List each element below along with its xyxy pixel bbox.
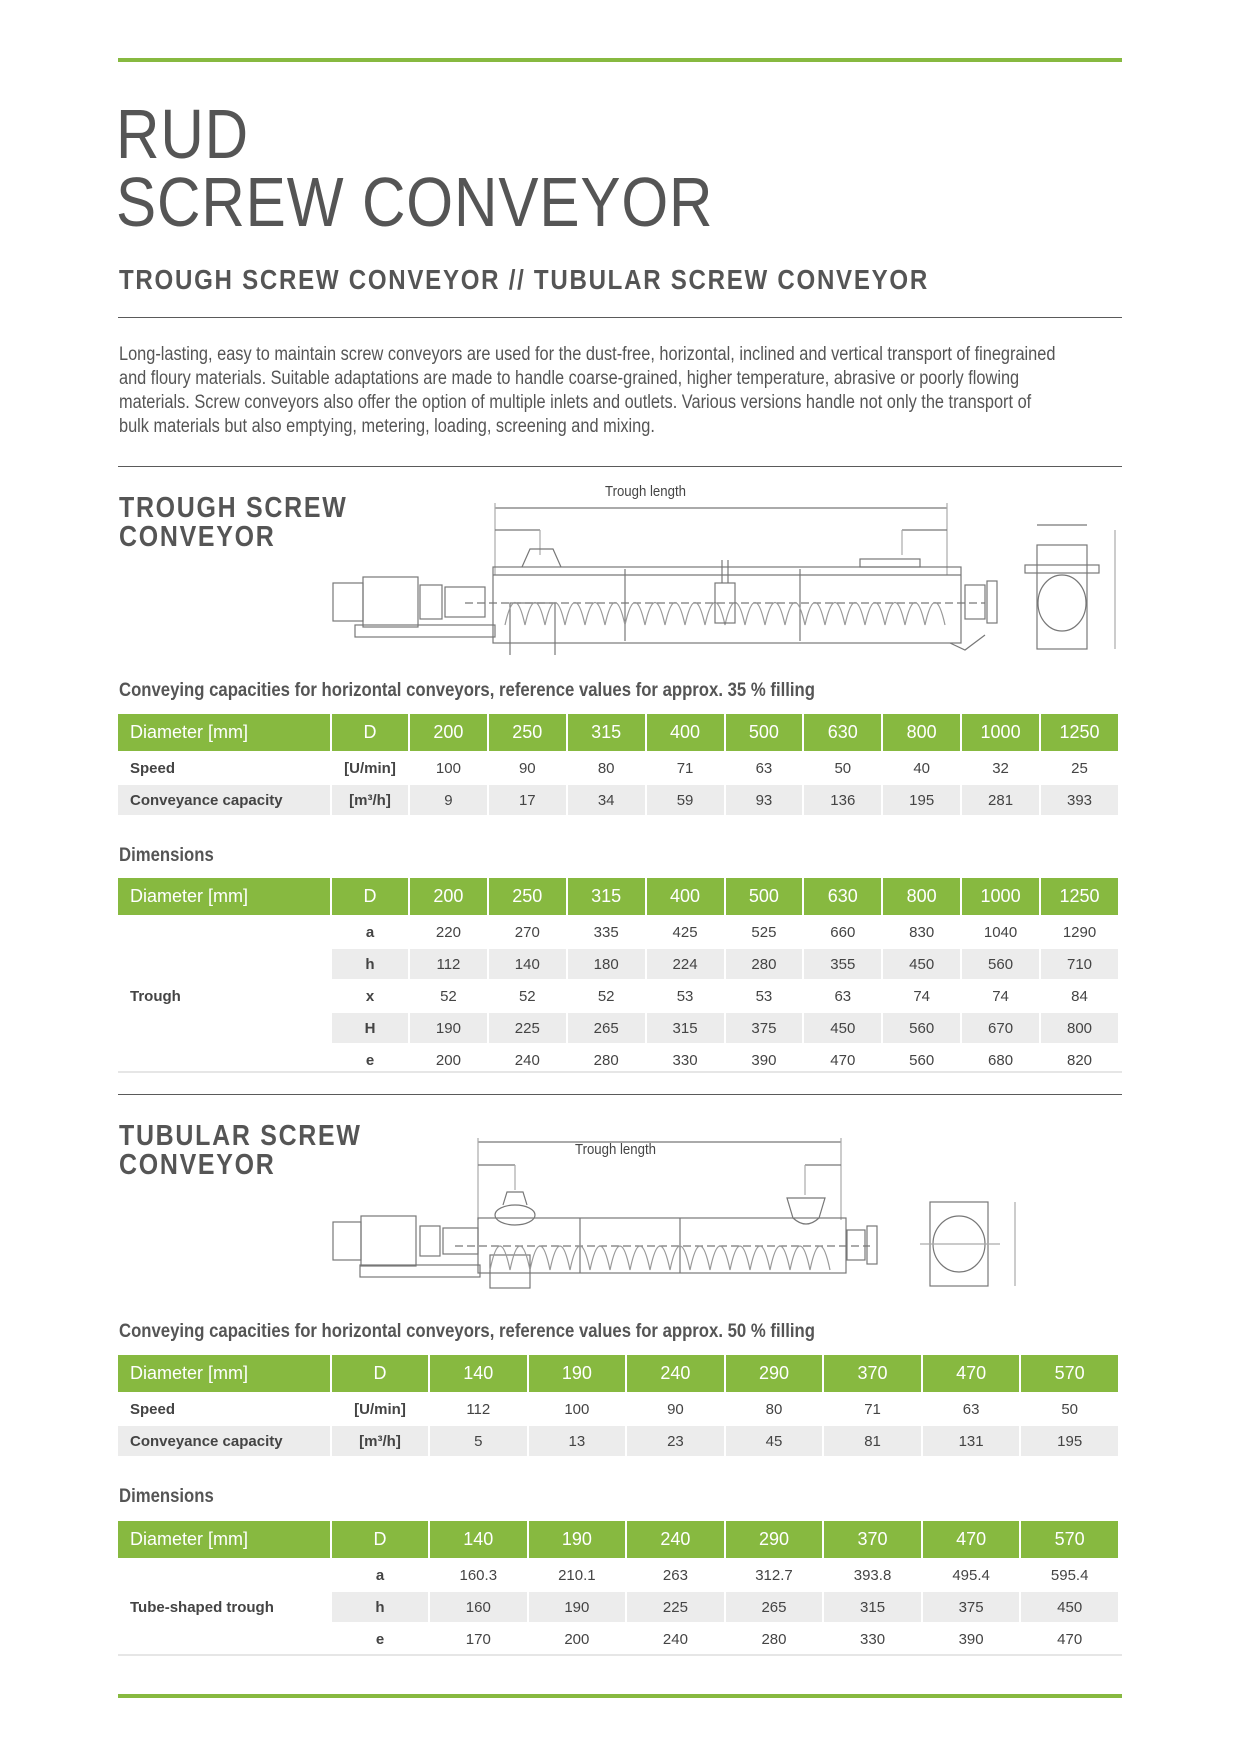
header-diameter: 140: [430, 1521, 527, 1560]
header-diameter: 190: [529, 1521, 626, 1560]
table-cell: 800: [1041, 1013, 1118, 1045]
table-cell: 330: [824, 1624, 921, 1656]
subtitle-divider: [118, 317, 1122, 318]
table-cell: 280: [568, 1045, 645, 1077]
header-diameter: 315: [568, 714, 645, 753]
table-cell: 71: [647, 753, 724, 785]
table-row: [118, 1426, 1118, 1458]
table-cell: 281: [962, 785, 1039, 817]
row-label: Speed: [118, 753, 330, 785]
table-cell: 315: [824, 1592, 921, 1624]
table-cell: 330: [647, 1045, 724, 1077]
table-cell: 74: [962, 981, 1039, 1013]
row-dimension-symbol: e: [332, 1624, 428, 1656]
table-cell: 84: [1041, 981, 1118, 1013]
header-diameter: 370: [824, 1521, 921, 1560]
trough-section-title: [119, 494, 347, 552]
row-label: Speed: [118, 1394, 330, 1426]
table-cell: 32: [962, 753, 1039, 785]
header-symbol: D: [332, 878, 408, 917]
table-cell: 13: [529, 1426, 626, 1458]
header-diameter: 1000: [962, 878, 1039, 917]
table-cell: 375: [726, 1013, 803, 1045]
row-dimension-symbol: e: [332, 1045, 408, 1077]
header-label: Diameter [mm]: [118, 1355, 330, 1394]
table-cell: 560: [883, 1013, 960, 1045]
table-cell: 525: [726, 917, 803, 949]
table-cell: 830: [883, 917, 960, 949]
table-cell: 53: [647, 981, 724, 1013]
tubular-capacity-table: [116, 1355, 1120, 1458]
table-cell: 450: [883, 949, 960, 981]
table-cell: 52: [568, 981, 645, 1013]
table-cell: 80: [568, 753, 645, 785]
header-diameter: 570: [1021, 1521, 1118, 1560]
table-cell: 112: [410, 949, 487, 981]
tubular-capacity-heading: Conveying capacities for horizontal conveyors, reference values for approx. 50 % filling: [119, 1321, 815, 1342]
table-cell: 270: [489, 917, 566, 949]
header-diameter: 470: [923, 1521, 1020, 1560]
trough-title-line-1: TROUGH SCREW: [119, 492, 348, 524]
intro-paragraph: Long-lasting, easy to maintain screw conveyors are used for the dust-free, horizontal, inclined and vertical transport of finegrained and floury materials. Suitable adaptations are made to handle coarse-grained, higher temperature, abrasive or poorly flowing materials. Screw conveyors also offer the option of multiple inlets and outlets. Various versions handle not only the transport of bulk materials but also emptying, metering, loading, screening and mixing.: [119, 344, 1056, 437]
table-row: [118, 1394, 1118, 1426]
table-cell: 225: [627, 1592, 724, 1624]
table-cell: 50: [1021, 1394, 1118, 1426]
table-cell: 180: [568, 949, 645, 981]
table-cell: 393: [1041, 785, 1118, 817]
table-cell: 90: [489, 753, 566, 785]
header-diameter: 800: [883, 714, 960, 753]
header-diameter: 1250: [1041, 878, 1118, 917]
table-cell: 81: [824, 1426, 921, 1458]
header-label: Diameter [mm]: [118, 878, 330, 917]
table-cell: 1040: [962, 917, 1039, 949]
table-header-row: [118, 878, 1118, 917]
header-symbol: D: [332, 1355, 428, 1394]
header-diameter: 500: [726, 714, 803, 753]
table-cell: 25: [1041, 753, 1118, 785]
header-label: Diameter [mm]: [118, 714, 330, 753]
table-cell: 100: [410, 753, 487, 785]
table-cell: 140: [489, 949, 566, 981]
header-label: Diameter [mm]: [118, 1521, 330, 1560]
table-cell: 80: [726, 1394, 823, 1426]
tubular-title-line-1: TUBULAR SCREW: [119, 1120, 362, 1152]
table-cell: 23: [627, 1426, 724, 1458]
table-cell: 265: [726, 1592, 823, 1624]
table-cell: 45: [726, 1426, 823, 1458]
row-unit: [U/min]: [332, 753, 408, 785]
group-label: Trough: [118, 917, 330, 1077]
trough-capacity-heading: Conveying capacities for horizontal conveyors, reference values for approx. 35 % filling: [119, 680, 815, 701]
header-diameter: 190: [529, 1355, 626, 1394]
table-cell: 240: [627, 1624, 724, 1656]
table-row: [118, 917, 1118, 949]
table-cell: 112: [430, 1394, 527, 1426]
table-cell: 225: [489, 1013, 566, 1045]
bottom-accent-rule: [118, 1694, 1122, 1698]
table-cell: 200: [410, 1045, 487, 1077]
header-symbol: D: [332, 1521, 428, 1560]
table-cell: 220: [410, 917, 487, 949]
table-cell: 560: [883, 1045, 960, 1077]
table-cell: 63: [804, 981, 881, 1013]
table-cell: 495.4: [923, 1560, 1020, 1592]
table-cell: 100: [529, 1394, 626, 1426]
table-cell: 224: [647, 949, 724, 981]
table-cell: 9: [410, 785, 487, 817]
table-cell: 195: [1021, 1426, 1118, 1458]
top-accent-rule: [118, 58, 1122, 62]
table-cell: 393.8: [824, 1560, 921, 1592]
table-cell: 53: [726, 981, 803, 1013]
table-cell: 375: [923, 1592, 1020, 1624]
table-cell: 200: [529, 1624, 626, 1656]
table-cell: 34: [568, 785, 645, 817]
table-cell: 390: [923, 1624, 1020, 1656]
header-diameter: 400: [647, 714, 724, 753]
table-cell: 59: [647, 785, 724, 817]
row-dimension-symbol: x: [332, 981, 408, 1013]
header-diameter: 140: [430, 1355, 527, 1394]
header-diameter: 290: [726, 1521, 823, 1560]
table-cell: 170: [430, 1624, 527, 1656]
row-dimension-symbol: a: [332, 1560, 428, 1592]
table-row: [118, 1560, 1118, 1592]
table-cell: 210.1: [529, 1560, 626, 1592]
header-diameter: 315: [568, 878, 645, 917]
table-cell: 131: [923, 1426, 1020, 1458]
trough-table-end-rule: [118, 1071, 1122, 1073]
table-cell: 40: [883, 753, 960, 785]
trough-conveyor-drawing: [325, 485, 1125, 655]
table-cell: 160.3: [430, 1560, 527, 1592]
table-cell: 820: [1041, 1045, 1118, 1077]
page-subtitle: TROUGH SCREW CONVEYOR // TUBULAR SCREW CONVEYOR: [119, 264, 929, 295]
table-cell: 450: [804, 1013, 881, 1045]
header-diameter: 630: [804, 878, 881, 917]
table-cell: 63: [726, 753, 803, 785]
table-cell: 470: [804, 1045, 881, 1077]
table-cell: 190: [529, 1592, 626, 1624]
table-cell: 560: [962, 949, 1039, 981]
table-cell: 450: [1021, 1592, 1118, 1624]
table-cell: 63: [923, 1394, 1020, 1426]
table-cell: 52: [489, 981, 566, 1013]
row-label: Conveyance capacity: [118, 785, 330, 817]
table-header-row: [118, 714, 1118, 753]
table-cell: 190: [410, 1013, 487, 1045]
header-diameter: 1250: [1041, 714, 1118, 753]
trough-dimensions-heading: Dimensions: [119, 845, 214, 866]
trough-dimensions-table: [116, 878, 1120, 1077]
table-cell: 680: [962, 1045, 1039, 1077]
header-diameter: 200: [410, 878, 487, 917]
header-diameter: 240: [627, 1521, 724, 1560]
table-cell: 425: [647, 917, 724, 949]
table-cell: 52: [410, 981, 487, 1013]
row-dimension-symbol: h: [332, 949, 408, 981]
header-diameter: 1000: [962, 714, 1039, 753]
table-cell: 50: [804, 753, 881, 785]
tubular-trough-length-label: Trough length: [575, 1141, 656, 1158]
trough-title-line-2: CONVEYOR: [119, 521, 276, 553]
table-cell: 17: [489, 785, 566, 817]
header-diameter: 370: [824, 1355, 921, 1394]
table-cell: 315: [647, 1013, 724, 1045]
tubular-conveyor-drawing: [325, 1130, 1125, 1290]
table-cell: 160: [430, 1592, 527, 1624]
table-cell: 280: [726, 1624, 823, 1656]
title-line-2: SCREW CONVEYOR: [116, 163, 714, 241]
row-label: Conveyance capacity: [118, 1426, 330, 1458]
header-diameter: 500: [726, 878, 803, 917]
header-symbol: D: [332, 714, 408, 753]
table-cell: 1290: [1041, 917, 1118, 949]
table-cell: 595.4: [1021, 1560, 1118, 1592]
row-unit: [m³/h]: [332, 1426, 428, 1458]
title-line-1: RUD: [116, 95, 250, 173]
table-cell: 71: [824, 1394, 921, 1426]
header-diameter: 250: [489, 714, 566, 753]
table-cell: 136: [804, 785, 881, 817]
tubular-title-line-2: CONVEYOR: [119, 1149, 276, 1181]
trough-conveyor-diagram: [325, 485, 1125, 655]
table-header-row: [118, 1355, 1118, 1394]
table-cell: 195: [883, 785, 960, 817]
table-cell: 90: [627, 1394, 724, 1426]
table-cell: 5: [430, 1426, 527, 1458]
table-cell: 312.7: [726, 1560, 823, 1592]
trough-length-label: Trough length: [605, 483, 686, 500]
tubular-dimensions-heading: Dimensions: [119, 1486, 214, 1507]
table-cell: 280: [726, 949, 803, 981]
header-diameter: 470: [923, 1355, 1020, 1394]
tubular-conveyor-diagram: [325, 1130, 1125, 1290]
table-row: [118, 785, 1118, 817]
table-cell: 670: [962, 1013, 1039, 1045]
header-diameter: 400: [647, 878, 724, 917]
table-cell: 93: [726, 785, 803, 817]
table-cell: 240: [489, 1045, 566, 1077]
row-dimension-symbol: a: [332, 917, 408, 949]
page-title: [116, 95, 714, 241]
header-diameter: 630: [804, 714, 881, 753]
table-cell: 335: [568, 917, 645, 949]
row-dimension-symbol: H: [332, 1013, 408, 1045]
section-divider-tubular: [118, 1094, 1122, 1095]
trough-capacity-table: [116, 714, 1120, 817]
section-divider-trough: [118, 466, 1122, 467]
table-cell: 390: [726, 1045, 803, 1077]
row-unit: [U/min]: [332, 1394, 428, 1426]
header-diameter: 800: [883, 878, 960, 917]
header-diameter: 200: [410, 714, 487, 753]
table-row: [118, 753, 1118, 785]
table-cell: 710: [1041, 949, 1118, 981]
row-dimension-symbol: h: [332, 1592, 428, 1624]
header-diameter: 240: [627, 1355, 724, 1394]
table-cell: 355: [804, 949, 881, 981]
tubular-table-end-rule: [118, 1654, 1122, 1656]
table-cell: 74: [883, 981, 960, 1013]
header-diameter: 250: [489, 878, 566, 917]
table-header-row: [118, 1521, 1118, 1560]
tubular-dimensions-table: [116, 1521, 1120, 1656]
table-cell: 470: [1021, 1624, 1118, 1656]
table-cell: 265: [568, 1013, 645, 1045]
header-diameter: 570: [1021, 1355, 1118, 1394]
table-cell: 263: [627, 1560, 724, 1592]
group-label: Tube-shaped trough: [118, 1560, 330, 1656]
row-unit: [m³/h]: [332, 785, 408, 817]
header-diameter: 290: [726, 1355, 823, 1394]
table-cell: 660: [804, 917, 881, 949]
